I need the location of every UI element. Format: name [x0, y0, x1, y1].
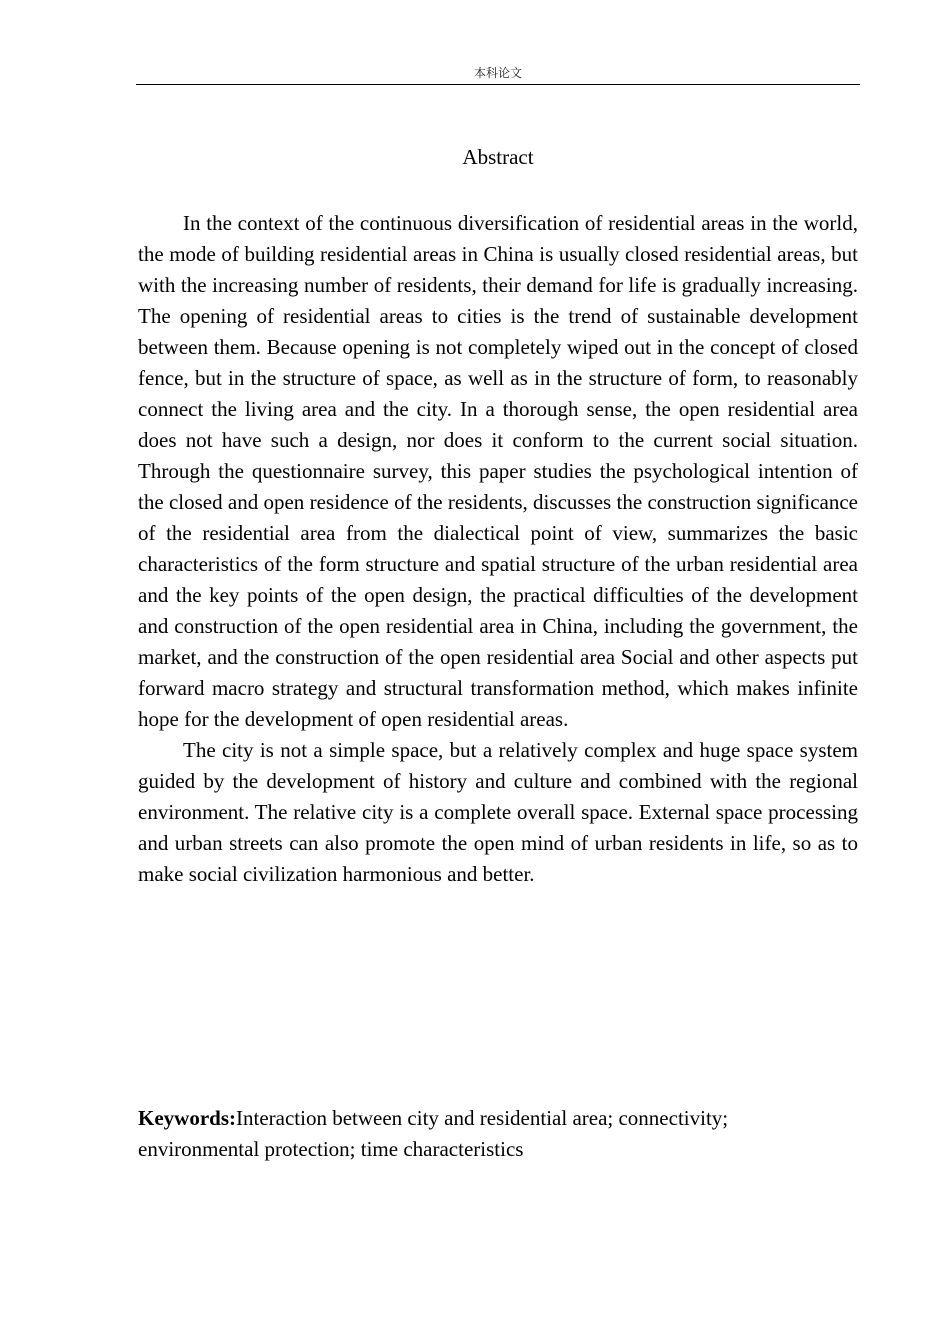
keywords-line-2: environmental protection; time characteristics	[138, 1137, 524, 1161]
keywords-line-1: Interaction between city and residential area; connectivity;	[236, 1106, 729, 1130]
abstract-paragraph: In the context of the continuous diversification of residential areas in the world, the mode of building residential areas in China is usually closed residential areas, but with the increasing number of residents, their demand for life is gradually increasing. The opening of residential areas to cities is the trend of sustainable development between them. Because opening is not completely wiped out in the concept of closed fence, but in the structure of space, as well as in the structure of form, to reasonably connect the living area and the city. In a thorough sense, the open residential area does not have such a design, nor does it conform to the current social situation. Through the questionnaire survey, this paper studies the psychological intention of the closed and open residence of the residents, discusses the construction significance of the residential area from the dialectical point of view, summarizes the basic characteristics of the form structure and spatial structure of the urban residential area and the key points of the open design, the practical difficulties of the development and construction of the open residential area in China, including the government, the market, and the construction of the open residential area Social and other aspects put forward macro strategy and structural transformation method, which makes infinite hope for the development of open residential areas.	[138, 211, 858, 731]
page-header	[136, 64, 860, 85]
keywords-label: Keywords:	[138, 1106, 236, 1130]
abstract-paragraph: The city is not a simple space, but a relatively complex and huge space system guided by the development of history and culture and combined with the regional environment. The relative city is a complete overall space. External space processing and urban streets can also promote the open mind of urban residents in life, so as to make social civilization harmonious and better.	[138, 738, 858, 886]
header-text: 本科论文	[473, 66, 522, 80]
abstract-title: Abstract	[462, 145, 534, 169]
abstract-body	[138, 208, 858, 890]
keywords-section	[138, 1103, 858, 1165]
